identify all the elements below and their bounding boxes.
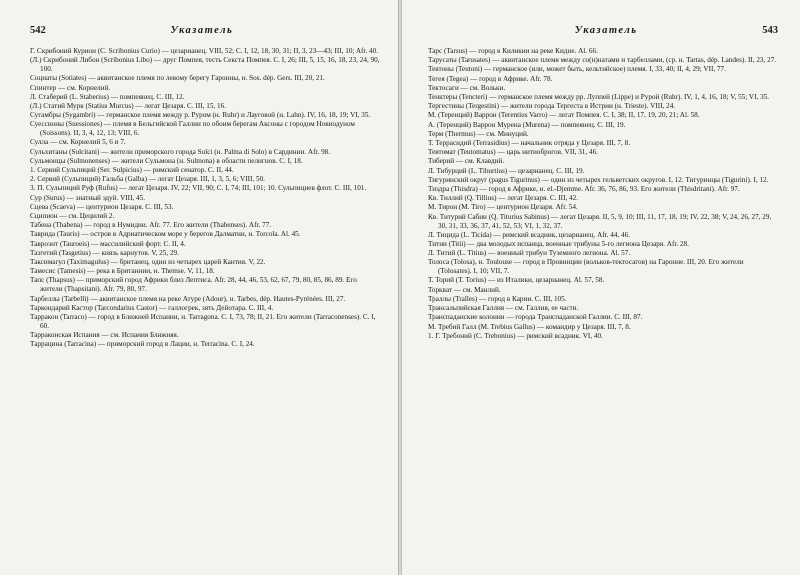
index-entry: Таррацина (Tarracina) — приморский город в Лации, н. Terracina. C. I, 24. [30, 340, 255, 349]
index-entry: Тарусаты (Tarusates) — аквитанское племя между со(н)натами и тарбеллами, (ср. н. Tartas, dép. Landes). II, 23, 27. [428, 56, 777, 65]
index-entry: 1. Сервий Сульпиций (Ser. Sulpicius) — римский сенатор. C. II, 44. [30, 166, 234, 175]
index-entry: Тазгетий (Tasgetius) — князь карнутов. V, 25, 29. [30, 248, 179, 257]
index-entry: А. (Теренций) Варрон Мурена (Murena) — помпеянец. C. III, 19. [428, 120, 626, 129]
right-page-header [432, 25, 778, 36]
index-entry: М. Тирон (M. Tiro) — центурион Цезаря. Afr. 54. [428, 203, 578, 212]
index-entry: Тавроэнт (Tauroeis) — массилийский форт. C. II, 4. [30, 239, 186, 248]
index-entry: Трансальпийская Галлия — см. Галлия, ее части. [428, 304, 579, 313]
index-entry: Траллы (Tralles) — город в Карии. C. III, 105. [428, 294, 567, 303]
index-entry: Тектосаги — см. Вольки. [428, 83, 506, 92]
index-entry: Сульхитаны (Sulcitani) — жители приморского города Sulci (н. Palma di Solo) в Сардинии. Afr. 98. [30, 147, 331, 156]
index-entry: Тамесис (Tamesis) — река в Британнии, н. Themse. V, 11, 18. [30, 267, 215, 276]
index-entry: Сципион — см. Цецилий 2. [30, 212, 115, 221]
index-entry: Тенктеры (Tencteri) — германское племя между рр. Луппей (Lippe) и Рурой (Ruhr). IV, 1, 4, 16, 18; V, 55; VI, 35. [428, 93, 770, 102]
index-entry: Тевтоны (Teutoni) — германское (или, может быть, кельтийское) племя. I, 33, 40; II, 4, 29; VII, 77. [428, 65, 726, 74]
left-index-entries [30, 47, 380, 350]
index-entry: Л. Тибурций (L. Tiburtius) — цезарианец. C. III, 19. [428, 166, 585, 175]
index-entry: Тарбеллы (Tarbelli) — аквитанское племя на реке Атуре (Adour), н. Tarbes, dép. Hautes-Pyrénées. III, 27. [30, 294, 346, 303]
index-entry: Сулла — см. Корнелий 5, 6 и 7. [30, 138, 126, 147]
index-entry: М. Требий Галл (M. Trebius Gallus) — командир у Цезаря. III, 7, 8. [428, 322, 631, 331]
index-entry: Социаты (Sotiates) — аквитанское племя по левому берегу Гаронны, н. Sos. dép. Gers. III, 20, 21. [30, 74, 325, 83]
index-entry: Кв. Тиллий (Q. Tillius) — легат Цезаря. C. III, 42. [428, 194, 579, 203]
left-page [0, 0, 398, 575]
index-entry: Сур (Surus) — знатный эдуй. VIII, 45. [30, 193, 146, 202]
index-entry: Тигуринский округ (pagus Tigurinus) — один из четырех гельветских округов. I, 12. Тигуринцы (Tigurini). I, 12. [428, 175, 769, 184]
index-entry: Торкват — см. Манлий. [428, 285, 501, 294]
index-entry: Суессионы (Suessiones) — племя в Бельгийской Галлии по обоим берегам Аксоны с городом Новиодуном (Soissons). II, 3, 4, 12, 13; VIII, 6. [30, 120, 355, 138]
index-entry: Сульмонцы (Sulmonenses) — жители Сульмона (н. Sulmona) в области пелигнов. C. I, 18. [30, 156, 303, 165]
index-entry: 3. П. Сульпиций Руф (Rufus) — легат Цезаря. IV, 22; VII, 90; C. I, 74; III, 101; 10. Сульпициев флот. C. III, 101. [30, 184, 367, 193]
index-entry: Л. Титий (L. Titius) — военный трибун Туземного легиона. Al. 57. [428, 249, 631, 258]
index-entry: Г. Скрибоний Курион (C. Scribonius Curio) — цезарианец. VIII, 52; C. I, 12, 18, 30, 31; II, 3, 23—43; III, 10; Afr. 40. [30, 47, 378, 55]
index-entry: Тегея (Tegea) — город в Африке. Afr. 78. [428, 74, 553, 83]
index-entry: (Л.) Статий Мурк (Statius Murcus) — легат Цезаря. C. III, 15, 16. [30, 101, 226, 110]
index-entry: Сугамбры (Sygambri) — германское племя между р. Руром (н. Ruhr) и Лауговой (н. Lahn). IV, 16, 18, 19; VI, 35. [30, 111, 371, 120]
left-page-header [30, 25, 376, 36]
right-running-title: Указатель [574, 25, 638, 36]
index-entry: Сцева (Scaeva) — центурион Цезаря. C. III, 53. [30, 202, 174, 211]
index-entry: (Л.) Скрибоний Либон (Scribonius Libo) — друг Помпея, тесть Секста Помпея. C. I, 26; III, 5, 15, 16, 18, 23, 24, 90, 100. [30, 56, 380, 74]
index-entry: Таксимагул (Taximagulus) — британец, один из четырех царей Кантия. V, 22. [30, 258, 266, 267]
index-entry: Л. Тицида (L. Ticida) — римский всадник, цезарианец. Afr. 44, 46. [428, 230, 631, 239]
index-entry: Тевтомат (Teutomatus) — царь нитиоброгов. VII, 31, 46. [428, 148, 598, 157]
index-entry: Тиберий — см. Клавдий. [428, 157, 505, 166]
index-entry: Кв. Титурий Сабин (Q. Titurius Sabinus) — легат Цезаря. II, 5, 9, 10; III, 11, 17, 18, 19; IV, 22, 38; V, 24, 26, 27, 29, 30, 31, 33, 36, 37, 41, 52, 53; VI, 1, 32, 37. [428, 212, 772, 230]
index-entry: Тергестины (Tergestini) — жители города Тергеста в Истрии (н. Trieste). VIII, 24. [428, 102, 676, 111]
index-entry: Т. Торий (T. Torius) — из Италики, цезарианец. Al. 57, 58. [428, 276, 605, 285]
index-entry: М. (Теренций) Варрон (Terentius Varro) — легат Помпея. C. I, 38; II, 17, 19, 20, 21; Al. 58. [428, 111, 700, 120]
index-entry: Спинтер — см. Корнелий. [30, 83, 111, 92]
index-entry: Титии (Titii) — два молодых испанца, военные трибуны 5-го легиона Цезаря. Afr. 28. [428, 239, 689, 248]
left-page-number: 542 [30, 25, 46, 36]
index-entry: Тарракон (Tarraco) — город в Ближней Испании, н. Tarragona. C. I, 73, 78; II, 21. Его жители (Tarraconenses). C. I, 60. [30, 313, 376, 330]
index-entry: Таркондарий Кастор (Tarcondarius Castor) — галлогрек, зять Дейотара. C. III, 4. [30, 303, 274, 312]
index-entry: Л. Стаберий (L. Staberius) — помпеянец. C. III, 12. [30, 92, 185, 101]
index-entry: Тарс (Tarsus) — город в Киликии на реке Кидне. Al. 66. [428, 47, 598, 55]
index-entry: Табена (Thabena) — город в Нумидии. Afr. 77. Его жители (Thabenses). Afr. 77. [30, 221, 272, 230]
right-page-number: 543 [762, 25, 778, 36]
index-entry: 2. Сервий (Сульпиций) Гальба (Galba) — легат Цезаря. III, 1, 3, 5, 6; VIII, 50. [30, 175, 265, 184]
index-entry: Т. Террасидий (Terrasidius) — начальник отряда у Цезаря. III, 7, 8. [428, 139, 630, 148]
right-index-entries [428, 47, 778, 341]
index-entry: Транспаданские колонии — города Транспаданской Галлии. C. III, 87. [428, 313, 643, 322]
index-entry: 1. Г. Требоний (C. Trebonius) — римский всадник. VI, 40. [428, 331, 603, 340]
index-entry: Толоса (Tolosa), н. Toulouse — город в Провинции (вольков-тектосагов) на Гаронне. III, 20. Его жители (Tolosates). I, 10; VII, 7. [428, 258, 744, 276]
left-running-title: Указатель [170, 25, 234, 36]
index-entry: Терм (Thermus) — см. Минуций. [428, 129, 529, 138]
index-entry: Тиздра (Thisdra) — город в Африке, н. el.-Djemme. Afr. 36, 76, 86, 93. Его жители (Thisdritani). Afr. 97. [428, 185, 740, 194]
index-entry: Таврида (Tauris) — остров в Адриатическом море у берегов Далматии, н. Torcola. Al. 45. [30, 230, 301, 239]
index-entry: Тарраконская Испания — см. Испания Ближняя. [30, 331, 179, 340]
index-entry: Тапс (Thapsus) — приморский город Африки близ Лептиса. Afr. 28, 44, 46, 53, 62, 67, 79, 80, 85, 86, 89. Его жители (Thapsitani). Afr. 79, 80, 97. [30, 276, 357, 294]
right-page [402, 0, 800, 575]
